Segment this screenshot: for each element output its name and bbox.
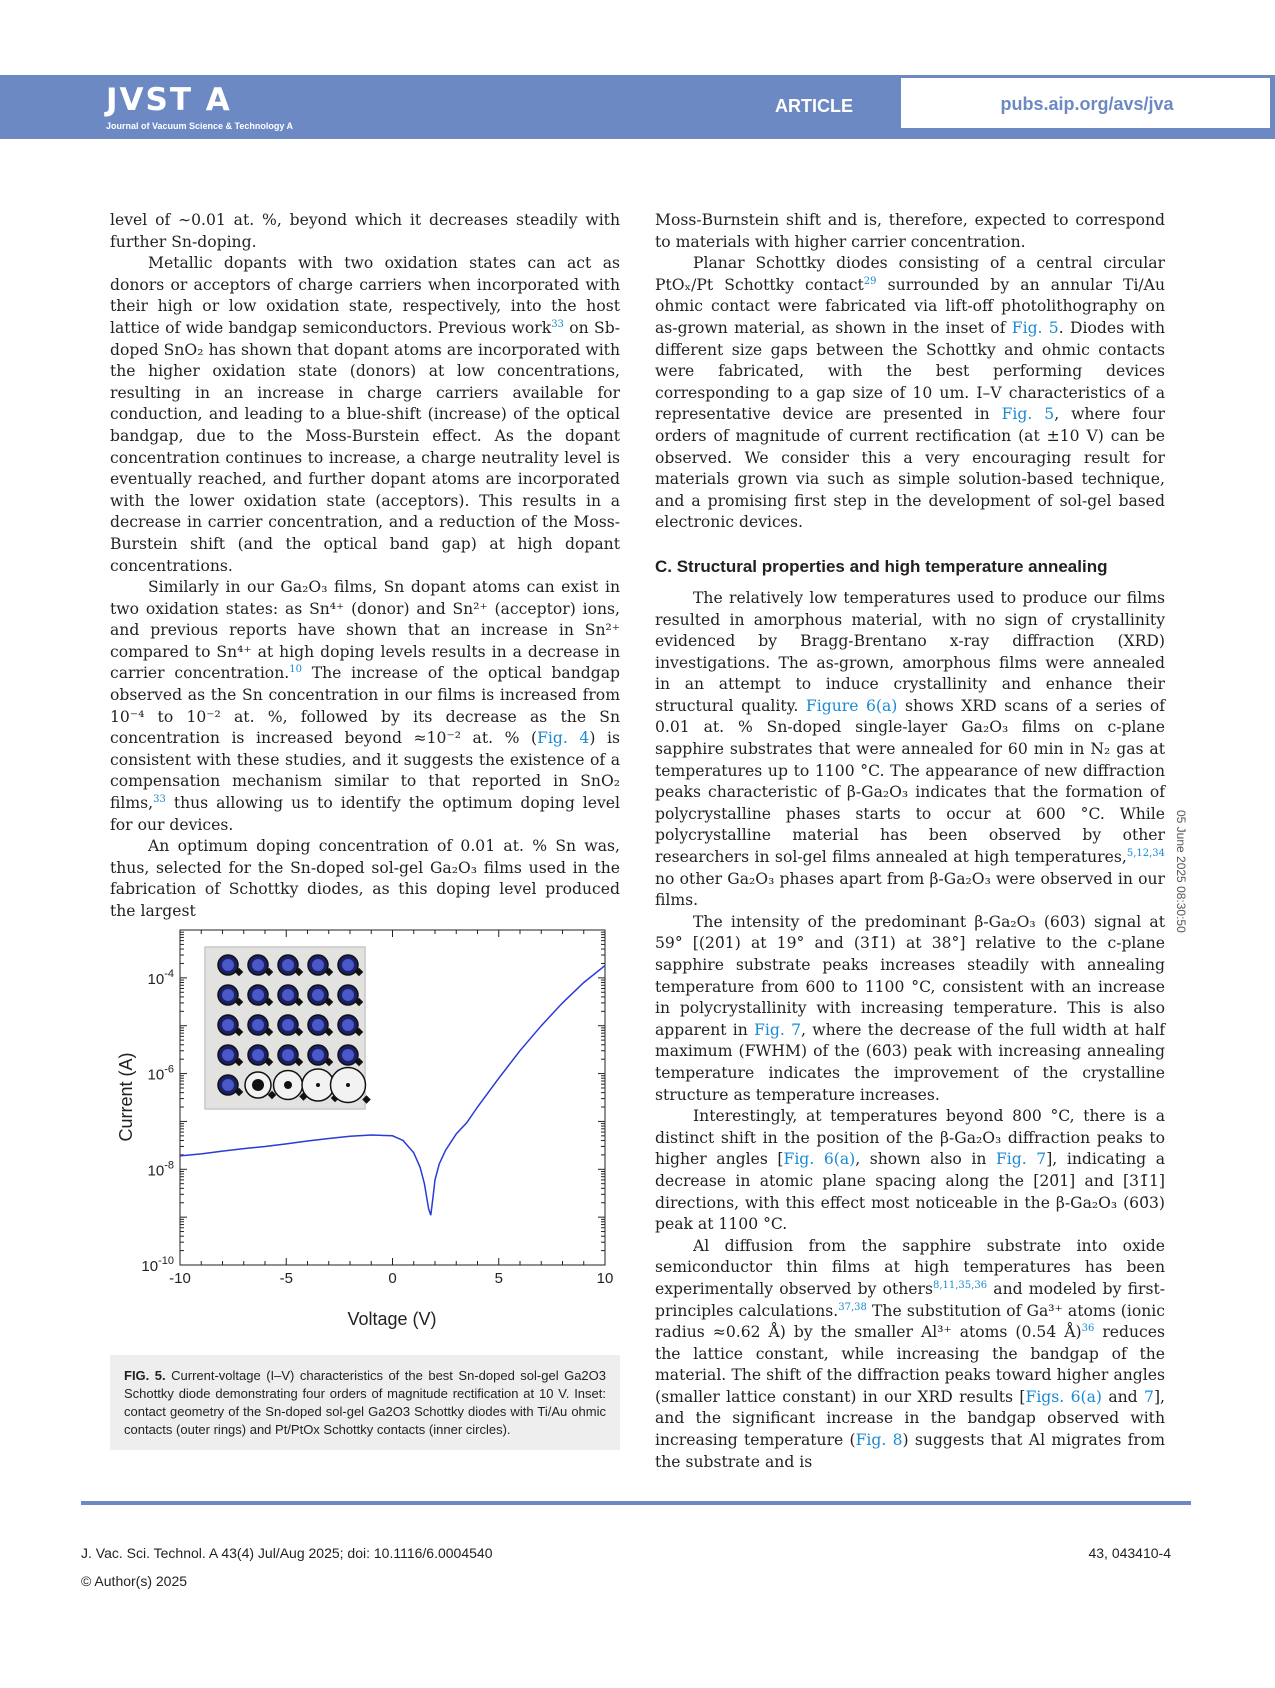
caption-label: FIG. 5. [124,1368,166,1383]
figure-link[interactable]: Figure 6(a) [805,696,898,715]
schottky-contact-dot [282,989,294,1001]
text-column-left [110,210,620,923]
reference-link[interactable]: 36 [1081,1323,1095,1335]
schottky-contact-dot [342,989,354,1001]
figure-link[interactable]: Fig. 5 [1001,405,1055,424]
reference-link[interactable]: 37,38 [838,1301,867,1313]
figure-link[interactable]: Figs. 6(a) [1025,1387,1102,1406]
x-axis-label: Voltage (V) [347,1309,437,1329]
schottky-contact-dot [252,1049,264,1061]
schottky-contact-dot [222,1049,234,1061]
schottky-contact-dot [222,989,234,1001]
schottky-contact-dot [342,1019,354,1031]
reference-link[interactable]: 33 [551,318,564,330]
paragraph: Moss-Burnstein shift and is, therefore, expected to correspond to materials with higher carrier concentration. [655,211,1165,251]
schottky-contact-dot [252,959,264,971]
schottky-contact-dot [312,1049,324,1061]
journal-logo: JVST A [106,82,232,118]
reference-link[interactable]: 29 [863,275,877,287]
caption-text: Current-voltage (I–V) characteristics of the best Sn-doped sol-gel Ga2O3 Schottky diode demonstrating four orders of magnitude rectification at 10 V. Inset: contact geometry of the Sn-doped sol-gel Ga2O3 Schottky diodes with Ti/Au ohmic contacts (outer rings) and Pt/PtOx Schottky contacts (inner circles). [124,1368,606,1437]
iv-chart [110,925,620,1355]
schottky-contact-dot [222,1019,234,1031]
paragraph: Al diffusion from the sapphire substrate into oxide semiconductor thin films at high temperatures has been experimentally observed by others$^{8,11,35,36}$ and modeled by first-principles calculations.$^{37,38}$ The substitution of Ga³⁺ atoms (ionic radius ≈0.62 Å) by the smaller Al³⁺ atoms (0.54 Å)$^{36}$ reduces the lattice constant, while increasing the bandgap of the material. The shift of the diffraction peaks toward higher angles (smaller lattice constant) in our XRD results [Figs. 6(a) and 7], and the significant increase in the bandgap observed with increasing temperature (Fig. 8) suggests that Al migrates from the substrate and is [655,1236,1166,1471]
x-tick-label: 10 [596,1270,614,1287]
footer-page-number: 43, 043410-4 [1088,1545,1171,1561]
schottky-contact-dot [312,1019,324,1031]
reference-link[interactable]: 5,12,34 [1126,848,1165,860]
article-type-label: ARTICLE [775,96,853,116]
figure-link[interactable]: Fig. 6(a) [783,1150,856,1169]
schottky-contact-dot [284,1081,292,1089]
inset-photo [205,947,371,1109]
y-tick-label: $10^{-4}$ [147,967,174,988]
paragraph: Interestingly, at temperatures beyond 800 °C, there is a distinct shift in the position of the β-Ga₂O₃ diffraction peaks to higher angles [Fig. 6(a), shown also in Fig. 7], indicating a decrease in atomic plane spacing along the [20̄1] and [31̄1] directions, with this effect most noticeable in the β-Ga₂O₃ (60̄3) peak at 1100 °C. [655,1107,1166,1234]
paragraph: Metallic dopants with two oxidation states can act as donors or acceptors of charge carriers when incorporated with their high or low oxidation state, respectively, into the host lattice of wide bandgap semiconductors. Previous work$^{33}$ on Sb-doped SnO₂ has shown that dopant atoms are incorporated with the higher oxidation state (donors) at low concentrations, resulting in an increase in charge carriers available for conduction, and leading to a blue-shift (increase) of the optical bandgap, due to the Moss-Burstein effect. As the dopant concentration continues to increase, a charge neutrality level is eventually reached, and further dopant atoms are incorporated with the lower oxidation state (acceptors). This results in a decrease in carrier concentration, and a reduction of the Moss-Burstein shift (and the optical band gap) at high dopant concentrations. [110,254,620,575]
x-tick-label: -5 [279,1270,293,1287]
x-tick-label: 5 [494,1270,503,1287]
section-heading: C. Structural properties and high temperature annealing [655,556,1108,576]
schottky-contact-dot [346,1083,350,1087]
footer-citation: J. Vac. Sci. Technol. A 43(4) Jul/Aug 2025; doi: 10.1116/6.0004540 [81,1545,493,1561]
footer-copyright: © Author(s) 2025 [81,1573,188,1589]
paragraph: The relatively low temperatures used to produce our films resulted in amorphous material, with no sign of crystallinity evidenced by Bragg-Brentano x-ray diffraction (XRD) investigations. The as-grown, amorphous films were annealed in an attempt to induce crystallinity and enhance their structural quality. Figure 6(a) shows XRD scans of a series of 0.01 at. % Sn-doped single-layer Ga₂O₃ films on c-plane sapphire substrates that were annealed for 60 min in N₂ gas at temperatures up to 1100 °C. The appearance of new diffraction peaks characteristic of β-Ga₂O₃ indicates that the formation of polycrystalline phases starts to occur at 600 °C. While polycrystalline material has been observed by other researchers in sol-gel films annealed at high temperatures,$^{5,12,34}$ no other Ga₂O₃ phases apart from β-Ga₂O₃ were observed in our films. [655,588,1166,910]
footer-rule [81,1501,1191,1505]
figure-link[interactable]: Fig. 7 [995,1150,1047,1169]
journal-logo-subtitle: Journal of Vacuum Science & Technology A [106,121,294,131]
paragraph: Planar Schottky diodes consisting of a central circular PtOₓ/Pt Schottky contact$^{29}$ surrounded by an annular Ti/Au ohmic contact were fabricated via lift-off photolithography on as-grown material, as shown in the inset of Fig. 5. Diodes with different size gaps between the Schottky and ohmic contacts were fabricated, with the best performing devices corresponding to a gap size of 10 um. I–V characteristics of a representative device are presented in Fig. 5, where four orders of magnitude of current rectification (at ±10 V) can be observed. We consider this a very encouraging result for materials grown via such as simple solution-based technique, and a promising first step in the development of sol-gel based electronic devices. [655,254,1166,532]
figure-caption [110,1355,620,1450]
schottky-contact-dot [342,1049,354,1061]
paragraph: An optimum doping concentration of 0.01 at. % Sn was, thus, selected for the Sn-doped sol-gel Ga₂O₃ films used in the fabrication of Schottky diodes, as this doping level produced the largest [110,837,620,920]
figure-link[interactable]: Fig. 4 [537,729,590,748]
schottky-contact-dot [282,959,294,971]
schottky-contact-dot [312,989,324,1001]
schottky-contact-dot [222,959,234,971]
reference-link[interactable]: 10 [289,664,302,676]
schottky-contact-dot [342,959,354,971]
schottky-contact-dot [252,1079,264,1091]
figure-link[interactable]: 7 [1144,1387,1154,1406]
schottky-contact-dot [282,1019,294,1031]
figure-5 [110,925,620,1355]
y-axis-label: Current (A) [116,1052,136,1142]
journal-url-box[interactable] [898,75,1270,131]
schottky-contact-dot [222,1079,234,1091]
figure-link[interactable]: Fig. 8 [855,1431,903,1450]
y-tick-label: $10^{-6}$ [147,1063,174,1084]
y-tick-label: $10^{-10}$ [141,1255,174,1275]
x-tick-label: -10 [169,1270,191,1287]
paragraph: Similarly in our Ga₂O₃ films, Sn dopant atoms can exist in two oxidation states: as Sn⁴⁺ (donor) and Sn²⁺ (acceptor) ions, and previous reports have shown that an increase in Sn²⁺ compared to Sn⁴⁺ at high doping levels results in a decrease in carrier concentration.$^{10}$ The increase of the optical bandgap observed as the Sn concentration in our films is increased from 10⁻⁴ to 10⁻² at. %, followed by its decrease as the Sn concentration is increased beyond ≈10⁻² at. % (Fig. 4) is consistent with these studies, and it suggests the existence of a compensation mechanism similar to that reported in SnO₂ films,$^{33}$ thus allowing us to identify the optimum doping level for our devices. [110,578,621,834]
journal-url-link[interactable]: pubs.aip.org/avs/jva [1000,94,1174,114]
download-timestamp: 05 June 2025 08:30:50 [1174,810,1188,933]
reference-link[interactable]: 8,11,35,36 [932,1279,988,1291]
schottky-contact-dot [282,1049,294,1061]
text-column-right [655,210,1165,1473]
y-tick-label: $10^{-8}$ [147,1159,174,1180]
paragraph: The intensity of the predominant β-Ga₂O₃ (60̄3) signal at 59° [(20̄1) at 19° and (31̄1) at 38°] relative to the c-plane sapphire substrate peaks increases steadily with annealing temperature from 600 to 1100 °C, consistent with an increase in polycrystallinity with increasing temperature. This is also apparent in Fig. 7, where the decrease of the full width at half maximum (FWHM) of the (60̄3) peak with increasing annealing temperature indicates the improvement of the crystalline structure as temperature increases. [655,912,1166,1104]
reference-link[interactable]: 33 [153,794,166,806]
schottky-contact-dot [316,1083,320,1087]
x-tick-label: 0 [388,1270,397,1287]
figure-link[interactable]: Fig. 7 [754,1020,802,1039]
schottky-contact-dot [252,989,264,1001]
figure-link[interactable]: Fig. 5 [1011,318,1059,337]
paragraph: level of ∼0.01 at. %, beyond which it decreases steadily with further Sn-doping. [110,211,620,251]
schottky-contact-dot [312,959,324,971]
schottky-contact-dot [252,1019,264,1031]
